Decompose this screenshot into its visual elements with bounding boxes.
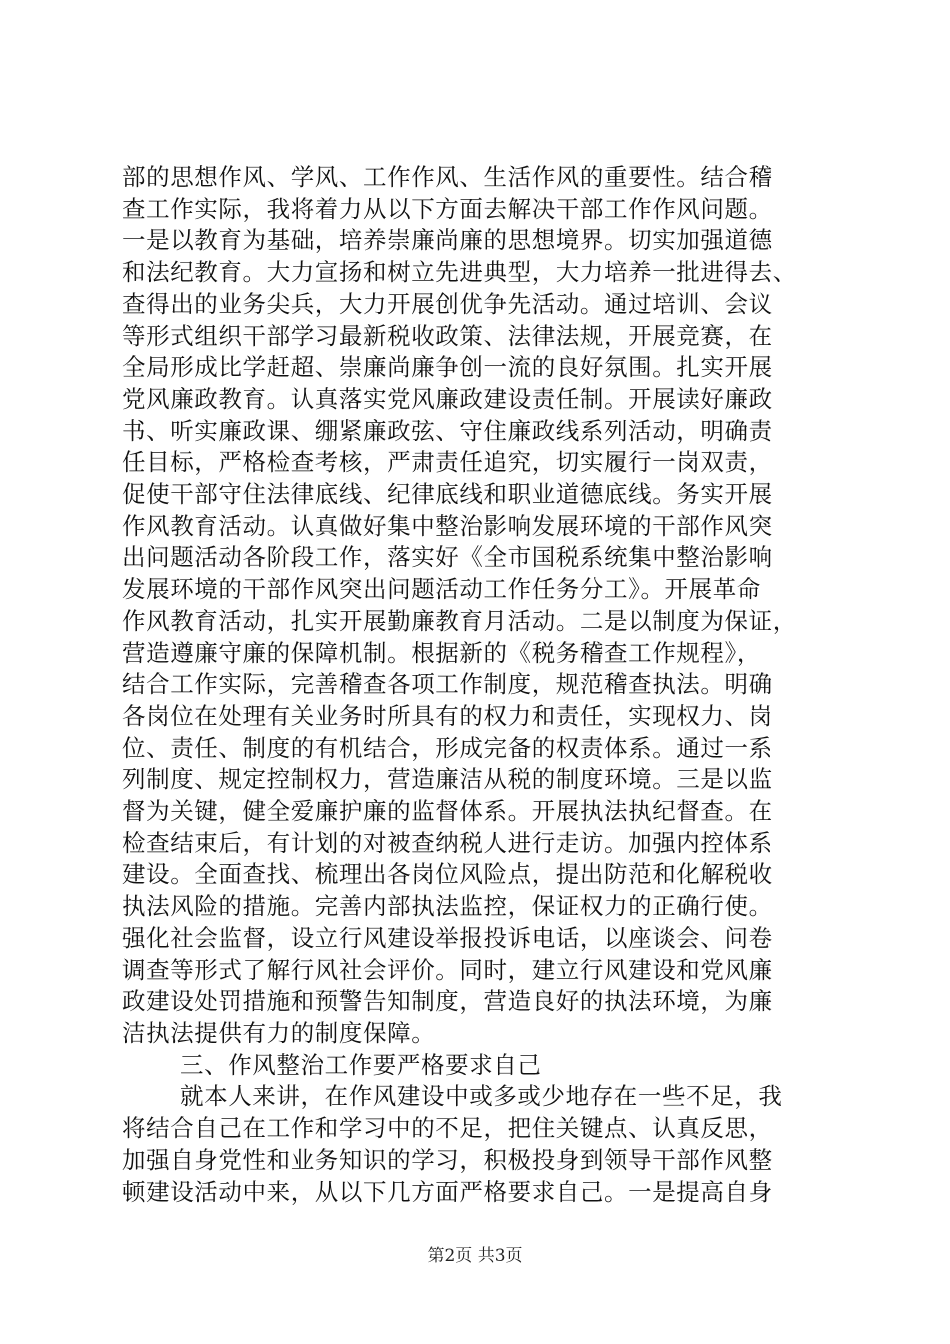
body-line: 督为关键，健全爱廉护廉的监督体系。开展执法执纪督查。在 xyxy=(122,797,773,826)
body-line: 各岗位在处理有关业务时所具有的权力和责任，实现权力、岗 xyxy=(122,701,773,730)
body-line: 作风教育活动，扎实开展勤廉教育月活动。二是以制度为保证， xyxy=(122,606,797,635)
body-line: 和法纪教育。大力宣扬和树立先进典型，大力培养一批进得去、 xyxy=(122,258,797,287)
body-line: 结合工作实际，完善稽查各项工作制度，规范稽查执法。明确 xyxy=(122,670,773,699)
body-line: 检查结束后，有计划的对被查纳税人进行走访。加强内控体系 xyxy=(122,828,773,857)
body-line: 列制度、规定控制权力，营造廉洁从税的制度环境。三是以监 xyxy=(122,765,773,794)
body-line: 就本人来讲，在作风建设中或多或少地存在一些不足，我 xyxy=(180,1082,783,1111)
body-line: 加强自身党性和业务知识的学习，积极投身到领导干部作风整 xyxy=(122,1145,773,1174)
body-line: 部的思想作风、学风、工作作风、生活作风的重要性。结合稽 xyxy=(122,163,773,191)
body-line: 作风教育活动。认真做好集中整治影响发展环境的干部作风突 xyxy=(122,511,773,540)
body-line: 发展环境的干部作风突出问题活动工作任务分工》。开展革命 xyxy=(122,575,761,604)
body-line: 出问题活动各阶段工作，落实好《全市国税系统集中整治影响 xyxy=(122,543,773,572)
document-body xyxy=(122,162,842,1208)
body-line: 执法风险的措施。完善内部执法监控，保证权力的正确行使。 xyxy=(122,892,773,921)
body-line: 将结合自己在工作和学习中的不足，把住关键点、认真反思， xyxy=(122,1114,773,1143)
body-line: 建设。全面查找、梳理出各岗位风险点，提出防范和化解税收 xyxy=(122,860,773,889)
body-line: 顿建设活动中来，从以下几方面严格要求自己。一是提高自身 xyxy=(122,1177,773,1206)
body-line: 一是以教育为基础，培养崇廉尚廉的思想境界。切实加强道德 xyxy=(122,226,773,255)
body-line: 等形式组织干部学习最新税收政策、法律法规，开展竞赛，在 xyxy=(122,321,773,350)
body-line: 查得出的业务尖兵，大力开展创优争先活动。通过培训、会议 xyxy=(122,289,773,318)
body-line: 查工作实际，我将着力从以下方面去解决干部工作作风问题。 xyxy=(122,194,773,223)
body-line: 任目标，严格检查考核，严肃责任追究，切实履行一岗双责， xyxy=(122,448,773,477)
body-line: 位、责任、制度的有机结合，形成完备的权责体系。通过一系 xyxy=(122,733,773,762)
page-number-footer: 第2页 共3页 xyxy=(427,1246,523,1266)
body-line: 促使干部守住法律底线、纪律底线和职业道德底线。务实开展 xyxy=(122,480,773,509)
body-line: 营造遵廉守廉的保障机制。根据新的《税务稽查工作规程》， xyxy=(122,638,761,667)
body-line: 全局形成比学赶超、崇廉尚廉争创一流的良好氛围。扎实开展 xyxy=(122,353,773,382)
body-line: 强化社会监督，设立行风建设举报投诉电话，以座谈会、问卷 xyxy=(122,923,773,952)
body-line: 调查等形式了解行风社会评价。同时，建立行风建设和党风廉 xyxy=(122,955,773,984)
body-line: 党风廉政教育。认真落实党风廉政建设责任制。开展读好廉政 xyxy=(122,384,773,413)
body-line: 洁执法提供有力的制度保障。 xyxy=(122,1018,436,1047)
body-line: 书、听实廉政课、绷紧廉政弦、守住廉政线系列活动，明确责 xyxy=(122,416,773,445)
body-line: 政建设处罚措施和预警告知制度，营造良好的执法环境，为廉 xyxy=(122,987,773,1016)
section-heading: 三、作风整治工作要严格要求自己 xyxy=(180,1050,542,1079)
